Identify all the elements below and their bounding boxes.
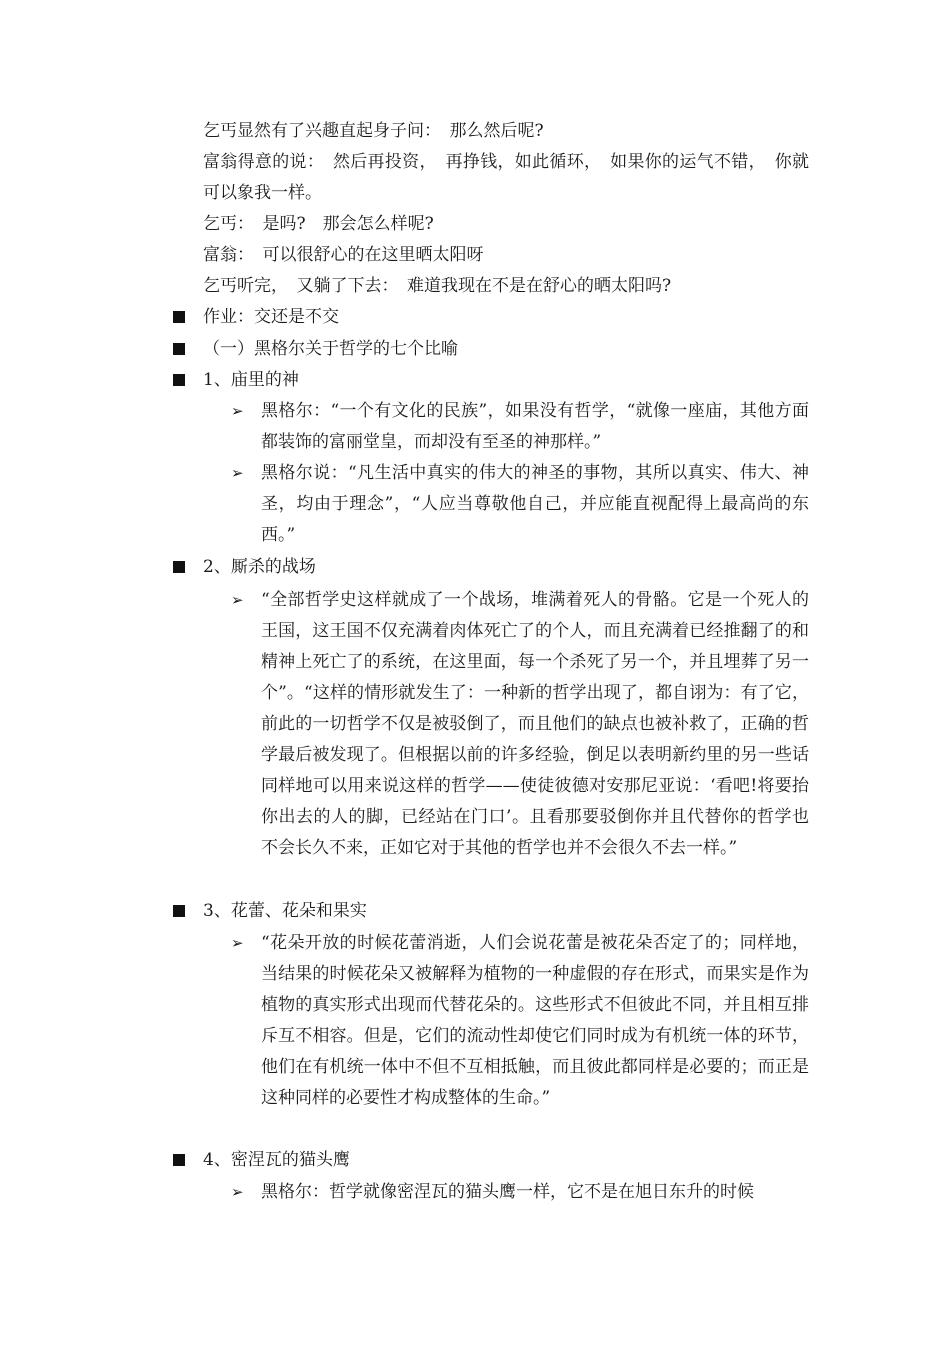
quote-text: 黑格尔：哲学就像密涅瓦的猫头鹰一样，它不是在旭日东升的时候 [261,1182,754,1202]
square-bullet-icon [173,374,185,386]
quote-text: “花朵开放的时候花蕾消逝，人们会说花蕾是被花朵否定了的；同样地，当结果的时候花朵又被解释为植物的一种虚假的存在形式，而果实是作为植物的真实形式出现而代替花朵的。这些形式不但彼此不同，并且相互排斥互不相容。但是，它们的流动性却使它们同时成为有机统一体的环节，他们在有机统一体中不但不互相抵触，而且彼此都同样是必要的；而正是这种同样的必要性才构成整体的生命。” [261,933,809,1108]
quote-text: 黑格尔：“一个有文化的民族”，如果没有哲学，“就像一座庙，其他方面都装饰的富丽堂皇，而却没有至圣的神那样。” [261,401,809,452]
bullet-text: （一）黑格尔关于哲学的七个比喻 [203,339,458,359]
arrow-bullet-icon: ➢ [231,1183,244,1201]
quote-text: “全部哲学史这样就成了一个战场，堆满着死人的骨骼。它是一个死人的王国，这王国不仅充满着肉体死亡了的个人，而且充满着已经推翻了的和精神上死亡了的系统，在这里面，每一个杀死了另一个，并且埋葬了另一个”。“这样的情形就发生了：一种新的哲学出现了，都自诩为：有了它，前此的一切哲学不仅是被驳倒了，而且他们的缺点也被补救了，正确的哲学最后被发现了。但根据以前的许多经验，倒足以表明新约里的另一些话同样地可以用来说这样的哲学——使徒彼德对安那尼亚说：‘看吧!将要抬你出去的人的脚，已经站在门口’。且看那要驳倒你并且代替你的哲学也不会长久不来，正如它对于其他的哲学也并不会很久不去一样。” [261,590,809,858]
bullet-text: 3、花蕾、花朵和果实 [203,901,367,921]
dialogue-line-4: 富翁： 可以很舒心的在这里晒太阳呀 [203,245,484,265]
bullet-text: 1、庙里的神 [203,370,299,390]
square-bullet-icon [173,1154,185,1166]
bullet-text: 2、厮杀的战场 [203,557,316,577]
arrow-bullet-icon: ➢ [231,402,244,420]
square-bullet-icon [173,311,185,323]
arrow-bullet-icon: ➢ [231,464,244,482]
dialogue-line-1: 乞丐显然有了兴趣直起身子问： 那么然后呢? [203,121,544,141]
square-bullet-icon [173,561,185,573]
bullet-text: 作业：交还是不交 [203,307,339,327]
quote-text: 黑格尔说：“凡生活中真实的伟大的神圣的事物，其所以真实、伟大、神圣，均由于理念”，“人应当尊敬他自己，并应能直视配得上最高尚的东西。” [261,463,809,545]
dialogue-line-2: 富翁得意的说： 然后再投资， 再挣钱，如此循环， 如果你的运气不错， 你就可以象我一样。 [203,152,809,203]
bullet-text: 4、密涅瓦的猫头鹰 [203,1150,350,1170]
dialogue-line-3: 乞丐： 是吗? 那会怎么样呢? [203,214,434,234]
square-bullet-icon [173,343,185,355]
arrow-bullet-icon: ➢ [231,591,244,609]
arrow-bullet-icon: ➢ [231,934,244,952]
square-bullet-icon [173,905,185,917]
dialogue-line-5: 乞丐听完， 又躺了下去： 难道我现在不是在舒心的晒太阳吗? [203,276,672,296]
